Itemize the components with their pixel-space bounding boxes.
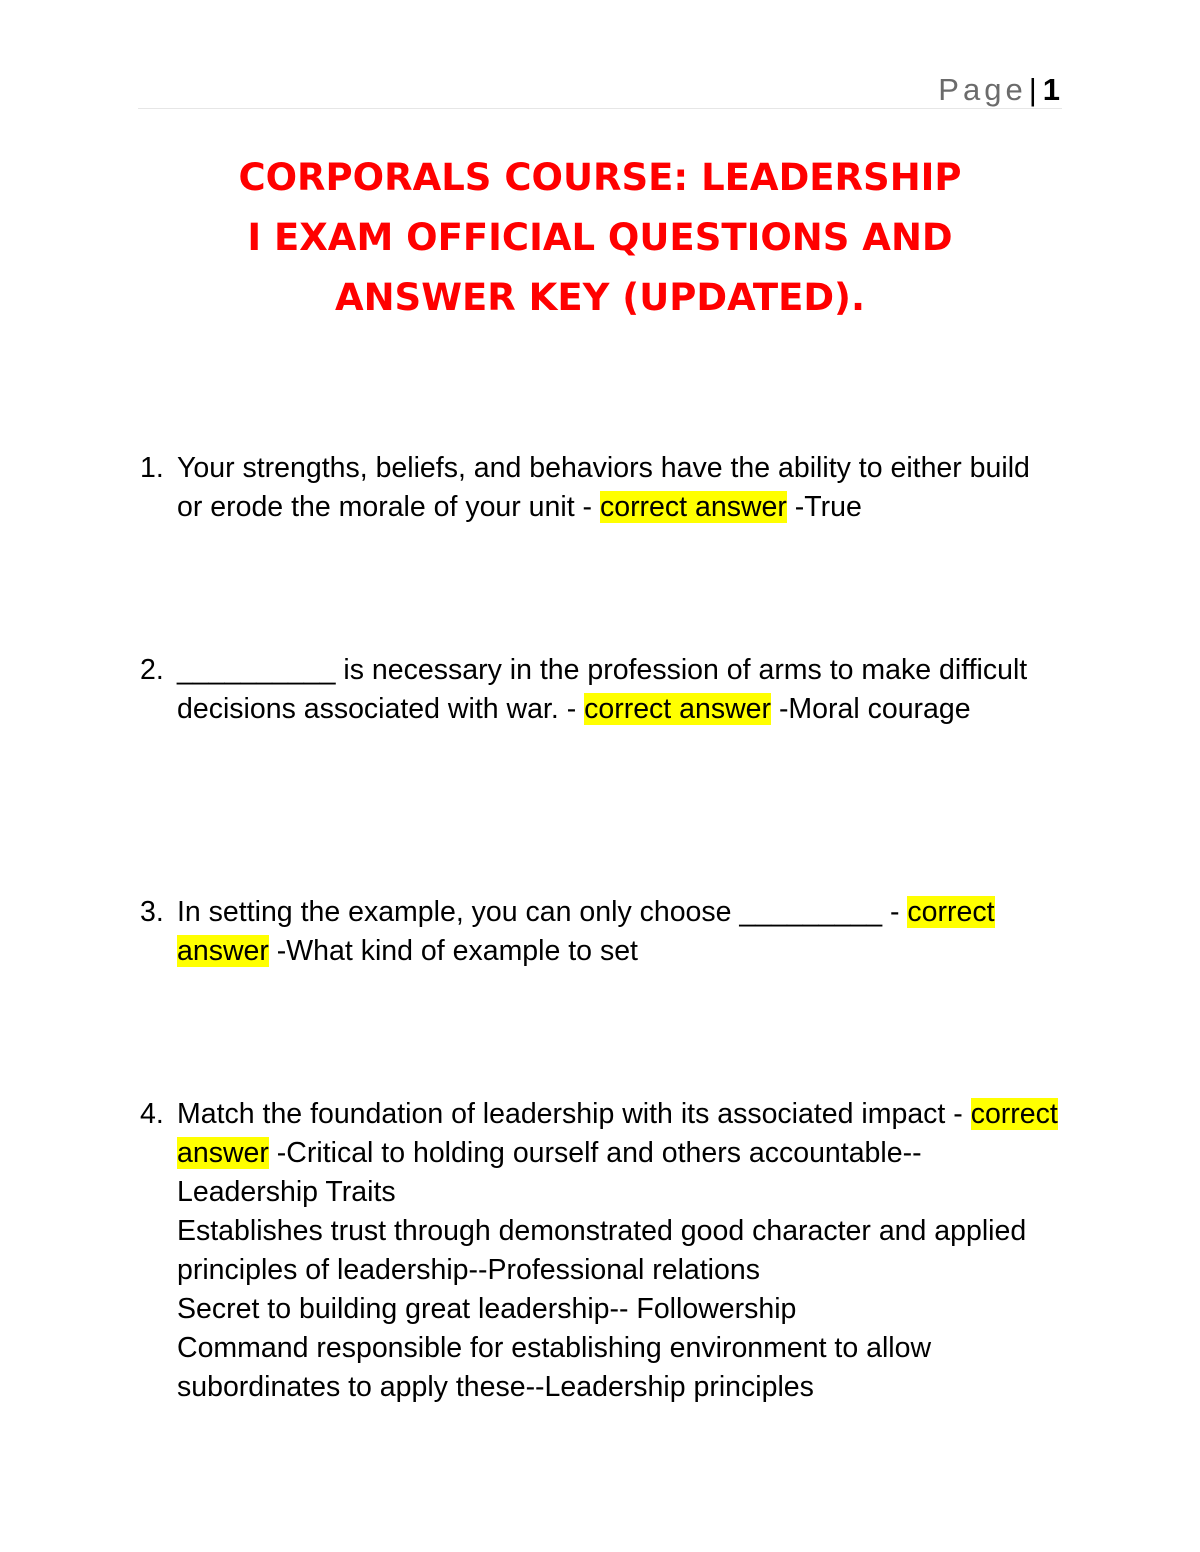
answer-marker: correct answer bbox=[599, 491, 787, 523]
question-body bbox=[177, 1095, 1060, 1407]
title-line: CORPORALS COURSE: LEADERSHIP bbox=[238, 156, 962, 199]
question-body bbox=[177, 651, 1060, 729]
question-answer: -Critical to holding ourself and others accountable--Leadership Traits bbox=[177, 1137, 922, 1208]
page-separator: | bbox=[1028, 72, 1037, 107]
answer-marker: correct answer bbox=[584, 693, 772, 725]
question-item bbox=[140, 1095, 1060, 1407]
question-body bbox=[177, 449, 1060, 527]
question-number: 3. bbox=[140, 896, 164, 928]
question-number: 1. bbox=[140, 452, 164, 484]
answer-marker: correct answer bbox=[177, 1098, 1058, 1169]
question-body bbox=[177, 893, 1060, 971]
question-item bbox=[140, 449, 1060, 527]
document-title bbox=[160, 148, 1040, 328]
answer-line: Command responsible for establishing environment to allow subordinates to apply these--Leadership principles bbox=[177, 1332, 932, 1403]
title-line: I EXAM OFFICIAL QUESTIONS AND bbox=[247, 216, 953, 259]
answer-marker: correct answer bbox=[177, 896, 995, 967]
page-label: Page bbox=[938, 72, 1027, 107]
page-header bbox=[938, 70, 1060, 110]
question-item bbox=[140, 651, 1060, 729]
question-answer: -Moral courage bbox=[778, 693, 971, 725]
question-item bbox=[140, 893, 1060, 971]
question-number: 4. bbox=[140, 1098, 164, 1130]
answer-line: Secret to building great leadership-- Followership bbox=[177, 1293, 797, 1325]
header-divider bbox=[138, 108, 1062, 109]
title-line: ANSWER KEY (UPDATED). bbox=[334, 276, 866, 319]
page-number: 1 bbox=[1042, 72, 1060, 107]
question-prompt: __________ is necessary in the profession of arms to make difficult decisions associated with war. - bbox=[177, 654, 1028, 725]
answer-line: Establishes trust through demonstrated good character and applied principles of leadership--Professional relations bbox=[177, 1215, 1027, 1286]
question-prompt: Match the foundation of leadership with its associated impact - bbox=[177, 1098, 971, 1130]
question-answer: -True bbox=[794, 491, 862, 523]
question-answer: -What kind of example to set bbox=[276, 935, 638, 967]
question-prompt: Your strengths, beliefs, and behaviors have the ability to either build or erode the morale of your unit - bbox=[177, 452, 1030, 523]
question-number: 2. bbox=[140, 654, 164, 686]
question-prompt: In setting the example, you can only choose _________ - bbox=[177, 896, 908, 928]
